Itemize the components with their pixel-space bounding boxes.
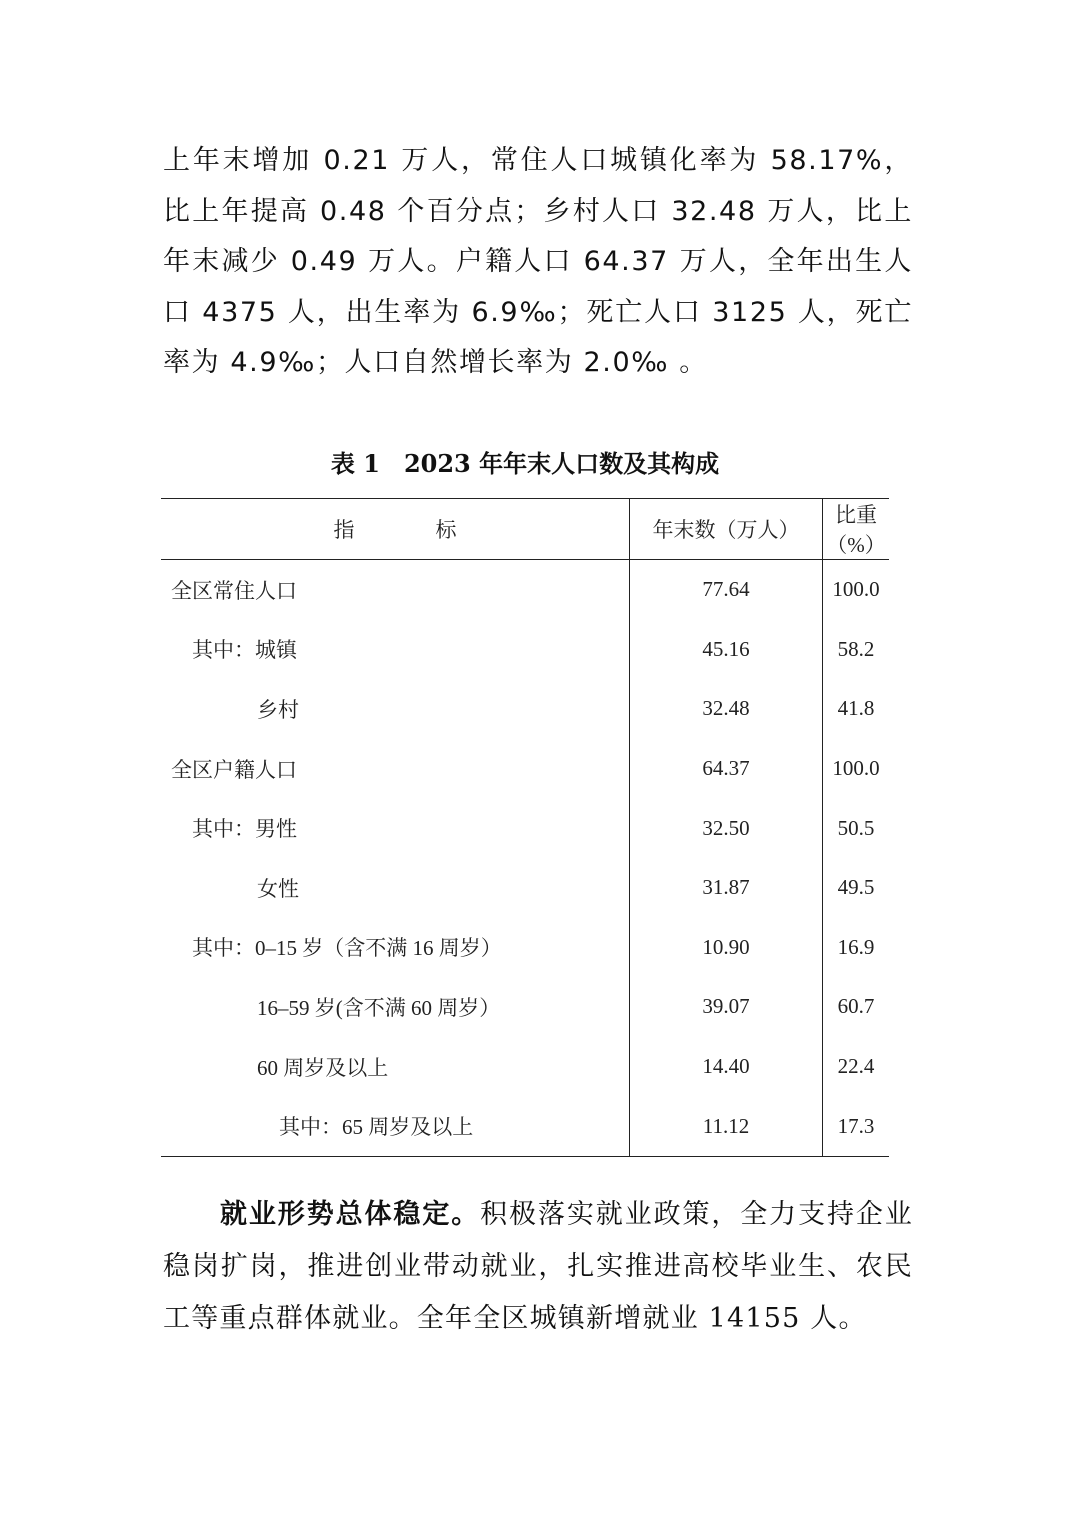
row-count: 32.50 [630,798,823,858]
intro-paragraph: 上年末增加 0.21 万人，常住人口城镇化率为 58.17%，比上年提高 0.48 个百分点；乡村人口 32.48 万人，比上年末减少 0.49 万人。户籍人口 64.37 万人，全年出生人口 4375 人，出生率为 6.9‰；死亡人口 3125 人，死亡率为 4.9‰；人口自然增长率为 2.0‰ 。 [163,145,913,378]
row-label: 乡村 [257,697,299,722]
row-share: 60.7 [837,994,875,1019]
row-share: 16.9 [837,934,875,959]
table-row [161,679,889,739]
row-count: 31.87 [630,858,823,918]
table-row [161,798,889,858]
row-label: 16–59 岁(含不满 60 周岁） [257,995,501,1020]
row-label: 全区常住人口 [171,578,297,603]
row-count: 64.37 [630,739,823,799]
row-share: 22.4 [837,1054,875,1079]
row-count: 10.90 [630,918,823,978]
employment-body: 积极落实就业政策，全力支持企业稳岗扩岗，推进创业带动就业，扎实推进高校毕业生、农民工等重点群体就业。全年全区城镇新增就业 14155 人。 [163,1199,913,1334]
row-label: 60 周岁及以上 [257,1055,389,1080]
table-row [161,858,889,918]
table-header-row [161,499,889,560]
row-count: 77.64 [630,560,823,620]
row-count: 39.07 [630,977,823,1037]
table-caption: 表 1 2023 年年末人口数及其构成 [330,449,720,478]
table-row [161,1096,889,1156]
row-count: 32.48 [630,679,823,739]
header-year-end-count: 年末数（万人） [630,499,823,560]
row-label: 其中：男性 [192,817,297,842]
table-row [161,620,889,680]
row-share: 100.0 [832,756,880,781]
row-label: 其中：65 周岁及以上 [161,1096,630,1156]
table-row [161,918,889,978]
table-row [161,977,889,1037]
row-label: 女性 [257,876,299,901]
row-share: 58.2 [837,636,875,661]
row-share: 41.8 [837,696,875,721]
row-count: 45.16 [630,620,823,680]
header-share: 比重（%） [823,499,890,560]
row-share: 100.0 [832,577,880,602]
row-count: 11.12 [630,1096,823,1156]
header-indicator: 指 标 [161,499,630,560]
table-row [161,739,889,799]
population-table [161,498,889,1157]
row-count: 14.40 [630,1037,823,1097]
employment-paragraph [163,1189,913,1345]
table-row [161,560,889,620]
row-label: 其中：0–15 岁（含不满 16 周岁） [192,936,502,961]
table-row [161,1037,889,1097]
row-label: 全区户籍人口 [171,757,297,782]
row-share: 17.3 [823,1096,890,1156]
row-share: 50.5 [837,815,875,840]
row-label: 其中：城镇 [192,638,297,663]
row-share: 49.5 [837,875,875,900]
employment-heading: 就业形势总体稳定。 [220,1199,481,1230]
